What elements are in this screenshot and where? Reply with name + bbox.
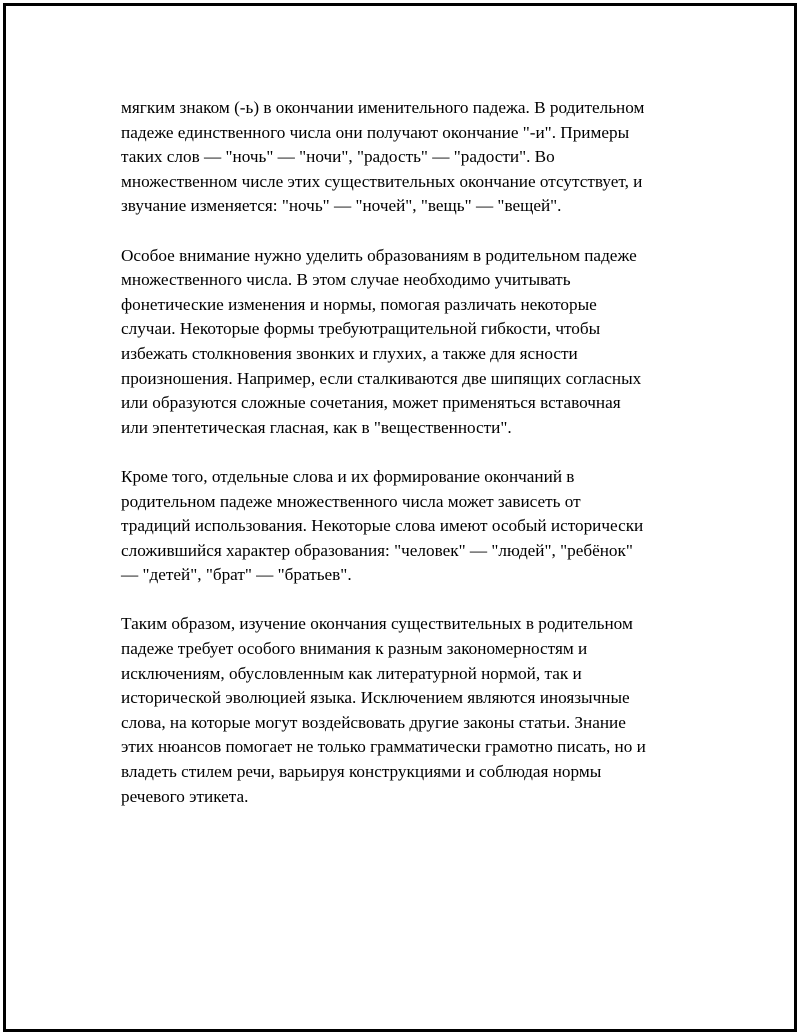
text-line: — "детей", "брат" — "братьев".: [121, 565, 352, 585]
text-line: исключениям, обусловленным как литературной нормой, так и: [121, 663, 582, 683]
text-line: мягким знаком (-ь) в окончании именительного падежа. В родительном: [121, 98, 645, 117]
text-line: падеже единственного числа они получают окончание "-и". Примеры: [121, 122, 630, 142]
text-line: исторической эволюцией языка. Исключением являются иноязычные: [121, 688, 630, 708]
text-line: Особое внимание нужно уделить образованиям в родительном падеже: [121, 245, 637, 265]
text-line: слова, на которые могут воздейсвовать другие законы статьи. Знание: [121, 712, 626, 732]
text-line: Таким образом, изучение окончания существительных в родительном: [121, 614, 633, 634]
text-line: падеже требует особого внимания к разным закономерностям и: [121, 639, 588, 659]
text-line: случаи. Некоторые формы требуютращительной гибкости, чтобы: [121, 319, 601, 339]
text-line: избежать столкновения звонких и глухих, а также для ясности: [121, 343, 578, 363]
text-line: сложившийся характер образования: "человек" — "людей", "ребёнок": [121, 540, 633, 560]
text-line: или эпентетическая гласная, как в "вещественности".: [121, 417, 512, 437]
text-line: владеть стилем речи, варьируя конструкциями и соблюдая нормы: [121, 762, 602, 782]
text-line: фонетические изменения и нормы, помогая различать некоторые: [121, 294, 597, 314]
page-frame: [3, 3, 797, 1032]
text-line: речевого этикета.: [121, 786, 249, 806]
paragraph-4: [121, 612, 701, 809]
text-line: произношения. Например, если сталкиваются две шипящих согласных: [121, 368, 642, 388]
text-line: Кроме того, отдельные слова и их формирование окончаний в: [121, 466, 575, 486]
paragraph-1: [121, 96, 701, 219]
paragraph-3: [121, 465, 701, 588]
text-line: родительном падеже множественного числа может зависеть от: [121, 491, 581, 511]
text-line: таких слов — "ночь" — "ночи", "радость" — "радости". Во: [121, 147, 555, 167]
document-body: [121, 96, 701, 834]
text-line: традиций использования. Некоторые слова имеют особый исторически: [121, 516, 644, 536]
text-line: звучание изменяется: "ночь" — "ночей", "вещь" — "вещей".: [121, 196, 562, 216]
paragraph-2: [121, 244, 701, 441]
text-line: множественного числа. В этом случае необходимо учитывать: [121, 270, 571, 290]
text-line: или образуются сложные сочетания, может применяться вставочная: [121, 393, 621, 413]
text-line: этих нюансов помогает не только грамматически грамотно писать, но и: [121, 737, 646, 757]
text-line: множественном числе этих существительных окончание отсутствует, и: [121, 171, 643, 191]
